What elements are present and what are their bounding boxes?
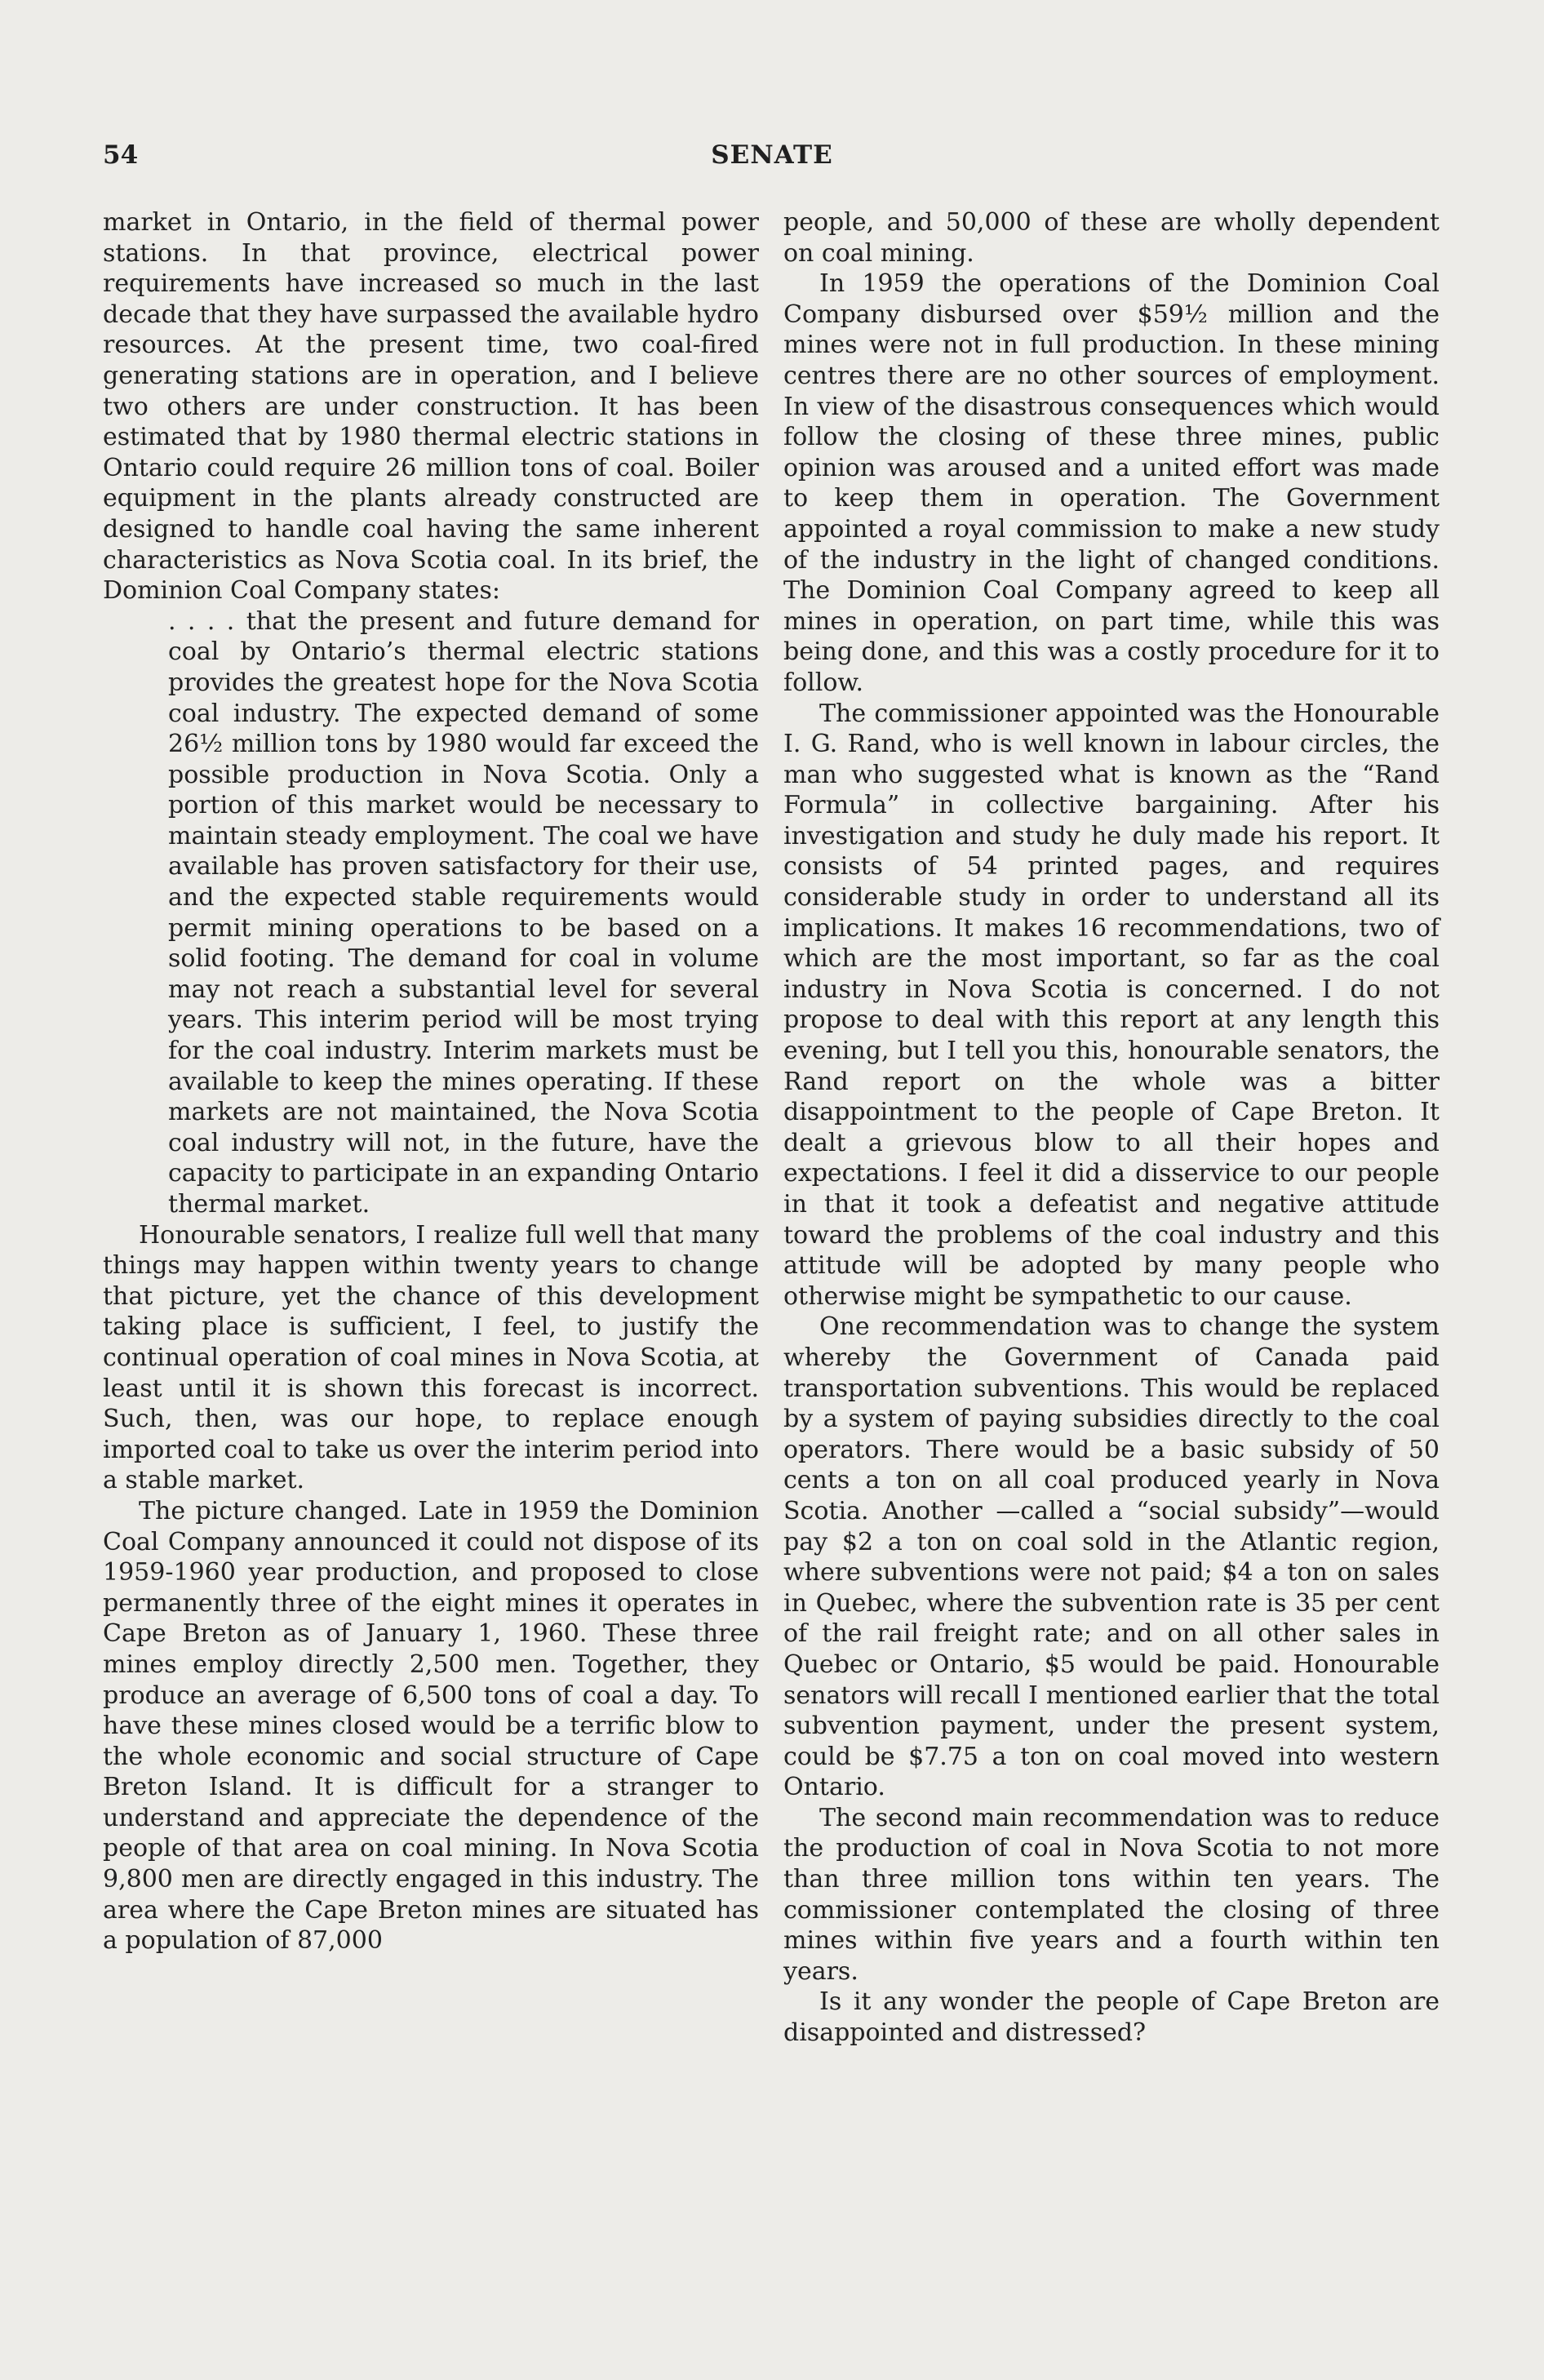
block-quote: . . . . that the present and future demand for coal by Ontario’s thermal electric stations provides the greatest hope for the Nova Scotia coal industry. The expected demand of some 26½ million tons by 1980 would far exceed the possible production in Nova Scotia. Only a portion of this market would be necessary to maintain steady employment. The coal we have available has proven satisfactory for their use, and the expected stable requirements would permit mining operations to be based on a solid footing. The demand for coal in volume may not reach a substantial level for several years. This interim period will be most trying for the coal industry. Interim markets must be available to keep the mines operating. If these markets are not maintained, the Nova Scotia coal industry will not, in the future, have the capacity to participate in an expanding Ontario thermal market. (168, 606, 759, 1219)
paragraph: market in Ontario, in the field of thermal power stations. In that province, electrical power requirements have increased so much in the last decade that they have surpassed the available hydro resources. At the present time, two coal-fired generating stations are in operation, and I believe two others are under construction. It has been estimated that by 1980 thermal electric stations in Ontario could require 26 million tons of coal. Boiler equipment in the plants already constructed are designed to handle coal having the same inherent characteristics as Nova Scotia coal. In its brief, the Dominion Coal Company states: (103, 208, 759, 606)
left-column (103, 207, 759, 1956)
paragraph: The second main recommendation was to reduce the production of coal in Nova Scotia to not more than three million tons within ten years. The commissioner contemplated the closing of three mines within five years and a fourth within ten years. (783, 1803, 1440, 1986)
paragraph: The commissioner appointed was the Honourable I. G. Rand, who is well known in labour circles, the man who suggested what is known as the “Rand Formula” in collective bargaining. After his investigation and study he duly made his report. It consists of 54 printed pages, and requires considerable study in order to understand all its implications. It makes 16 recommendations, two of which are the most important, so far as the coal industry in Nova Scotia is concerned. I do not propose to deal with this report at any length this evening, but I tell you this, honourable senators, the Rand report on the whole was a bitter disappointment to the people of Cape Breton. It dealt a grievous blow to all their hopes and expectations. I feel it did a disservice to our people in that it took a defeatist and negative attitude toward the problems of the coal industry and this attitude will be adopted by many people who otherwise might be sympathetic to our cause. (783, 699, 1440, 1311)
paragraph: Honourable senators, I realize full well that many things may happen within twenty years to change that picture, yet the chance of this development taking place is sufficient, I feel, to justify the continual operation of coal mines in Nova Scotia, at least until it is shown this forecast is incorrect. Such, then, was our hope, to replace enough imported coal to take us over the interim period into a stable market. (103, 1220, 759, 1495)
paragraph: people, and 50,000 of these are wholly dependent on coal mining. (783, 208, 1440, 268)
paragraph: The picture changed. Late in 1959 the Dominion Coal Company announced it could not dispose of its 1959-1960 year production, and proposed to close permanently three of the eight mines it operates in Cape Breton as of January 1, 1960. These three mines employ directly 2,500 men. Together, they produce an average of 6,500 tons of coal a day. To have these mines closed would be a terrific blow to the whole economic and social structure of Cape Breton Island. It is difficult for a stranger to understand and appreciate the dependence of the people of that area on coal mining. In Nova Scotia 9,800 men are directly engaged in this industry. The area where the Cape Breton mines are situated has a population of 87,000 (103, 1496, 759, 1956)
paragraph: One recommendation was to change the system whereby the Government of Canada paid transportation subventions. This would be replaced by a system of paying subsidies directly to the coal operators. There would be a basic subsidy of 50 cents a ton on all coal produced yearly in Nova Scotia. Another —called a “social subsidy”—would pay $2 a ton on coal sold in the Atlantic region, where subventions were not paid; $4 a ton on sales in Quebec, where the subvention rate is 35 per cent of the rail freight rate; and on all other sales in Quebec or Ontario, $5 would be paid. Honourable senators will recall I mentioned earlier that the total subvention payment, under the present system, could be $7.75 a ton on coal moved into western Ontario. (783, 1312, 1440, 1802)
paragraph: Is it any wonder the people of Cape Breton are disappointed and distressed? (783, 1987, 1440, 2048)
paragraph: In 1959 the operations of the Dominion Coal Company disbursed over $59½ million and the mines were not in full production. In these mining centres there are no other sources of employment. In view of the disastrous consequences which would follow the closing of these three mines, public opinion was aroused and a united effort was made to keep them in operation. The Government appointed a royal commission to make a new study of the industry in the light of changed conditions. The Dominion Coal Company agreed to keep all mines in operation, on part time, while this was being done, and this was a costly procedure for it to follow. (783, 269, 1440, 697)
right-column (783, 207, 1440, 2049)
page-header-title: SENATE (711, 140, 833, 170)
page-number: 54 (103, 140, 139, 170)
